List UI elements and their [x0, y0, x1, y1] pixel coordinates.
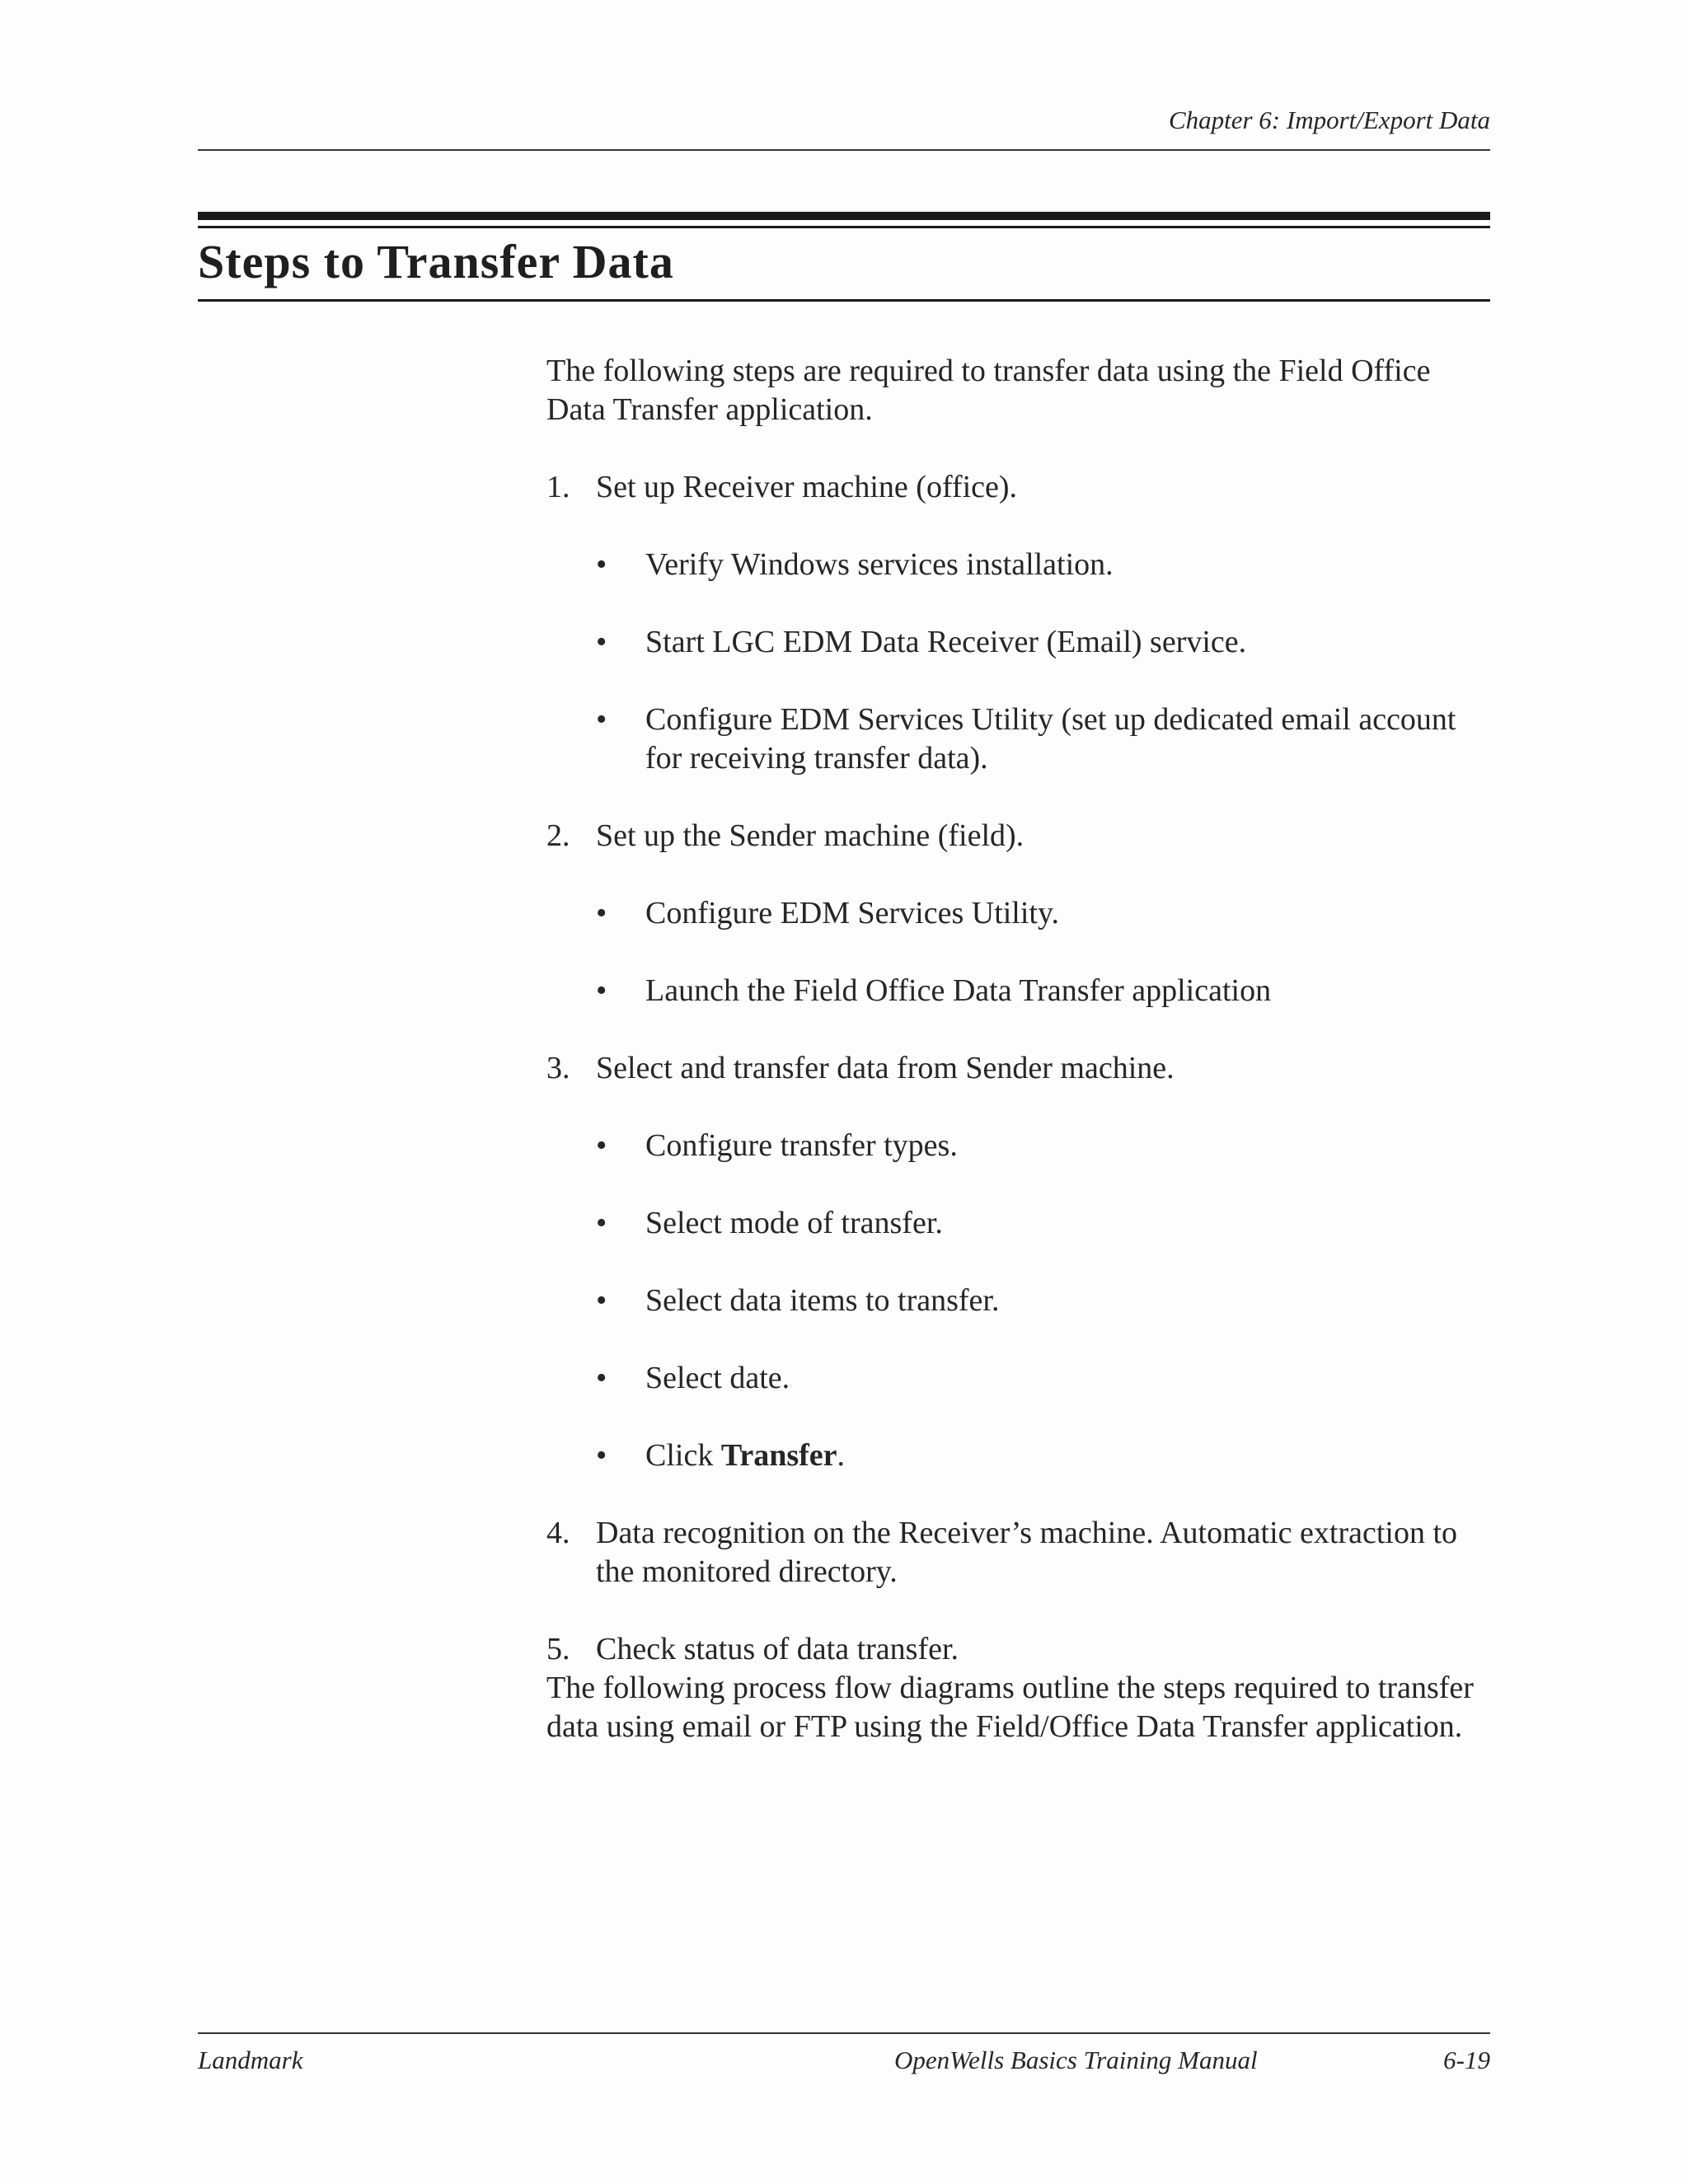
bullet-item: [546, 1359, 1494, 1398]
bullet-icon: •: [596, 1206, 607, 1240]
bullet-item: [546, 1282, 1494, 1320]
step-text: Set up the Sender machine (field).: [596, 818, 1025, 853]
bullet-icon: •: [596, 1128, 607, 1163]
running-header: Chapter 6: Import/Export Data: [1168, 105, 1490, 134]
step-number: 5.: [546, 1632, 570, 1666]
bullet-text: Start LGC EDM Data Receiver (Email) service.: [645, 625, 1247, 659]
outro-paragraph: The following process flow diagrams outline the steps required to transfer data using email or FTP using the Field/Office Data Transfer application.: [546, 1671, 1474, 1744]
bullet-icon: •: [596, 547, 607, 582]
bullet-text: Select date.: [645, 1361, 790, 1395]
bullet-text: Configure transfer types.: [645, 1128, 958, 1163]
bullet-text: Select mode of transfer.: [645, 1206, 943, 1240]
bullet-text-prefix: Click: [645, 1438, 721, 1473]
bullet-text: Select data items to transfer.: [645, 1283, 1000, 1318]
step-2: [546, 817, 1494, 855]
step-number: 1.: [546, 470, 570, 504]
step-3: [546, 1049, 1494, 1088]
step-number: 3.: [546, 1051, 570, 1085]
bullet-icon: •: [596, 973, 607, 1008]
bullet-item: [546, 972, 1494, 1010]
footer-company: Landmark: [198, 2046, 303, 2074]
intro-paragraph: The following steps are required to transfer data using the Field Office Data Transfer application.: [546, 354, 1431, 427]
bullet-icon: •: [596, 896, 607, 930]
page-title: Steps to Transfer Data: [198, 235, 674, 288]
bullet-item: [546, 894, 1494, 933]
bullet-text: Verify Windows services installation.: [645, 547, 1114, 582]
body-content: [546, 352, 1494, 1746]
header-rule: [198, 149, 1490, 151]
title-rule-thick: [198, 212, 1490, 220]
bullet-icon: •: [596, 702, 607, 737]
bullet-icon: •: [596, 625, 607, 659]
step-text: Set up Receiver machine (office).: [596, 470, 1018, 504]
step-text: Check status of data transfer.: [596, 1632, 959, 1666]
bullet-text: Configure EDM Services Utility (set up dedicated email account for receiving transfer data).: [645, 702, 1456, 776]
page-number: 6-19: [1443, 2046, 1490, 2074]
bullet-icon: •: [596, 1283, 607, 1318]
step-4: [546, 1514, 1494, 1591]
step-text: Select and transfer data from Sender machine.: [596, 1051, 1175, 1085]
title-underline: [198, 299, 1490, 302]
bullet-item: [546, 1204, 1494, 1243]
footer-rule: [198, 2032, 1490, 2034]
step-number: 2.: [546, 818, 570, 853]
bullet-icon: •: [596, 1361, 607, 1395]
bullet-item: [546, 1127, 1494, 1165]
bullet-item: [546, 623, 1494, 662]
bullet-text: Configure EDM Services Utility.: [645, 896, 1060, 930]
step-number: 4.: [546, 1516, 570, 1550]
bullet-icon: •: [596, 1438, 607, 1473]
bullet-text: Launch the Field Office Data Transfer application: [645, 973, 1272, 1008]
transfer-keyword: Transfer: [720, 1438, 837, 1473]
bullet-item: [546, 701, 1494, 778]
bullet-item-click-transfer: [546, 1436, 1494, 1475]
step-text: Data recognition on the Receiver’s machine. Automatic extraction to the monitored directory.: [596, 1516, 1457, 1589]
title-rule-thin: [198, 226, 1490, 228]
step-1: [546, 468, 1494, 507]
bullet-item: [546, 546, 1494, 584]
footer-manual-title: OpenWells Basics Training Manual: [894, 2046, 1258, 2074]
bullet-text-suffix: .: [837, 1438, 846, 1473]
step-5: [546, 1630, 1494, 1669]
